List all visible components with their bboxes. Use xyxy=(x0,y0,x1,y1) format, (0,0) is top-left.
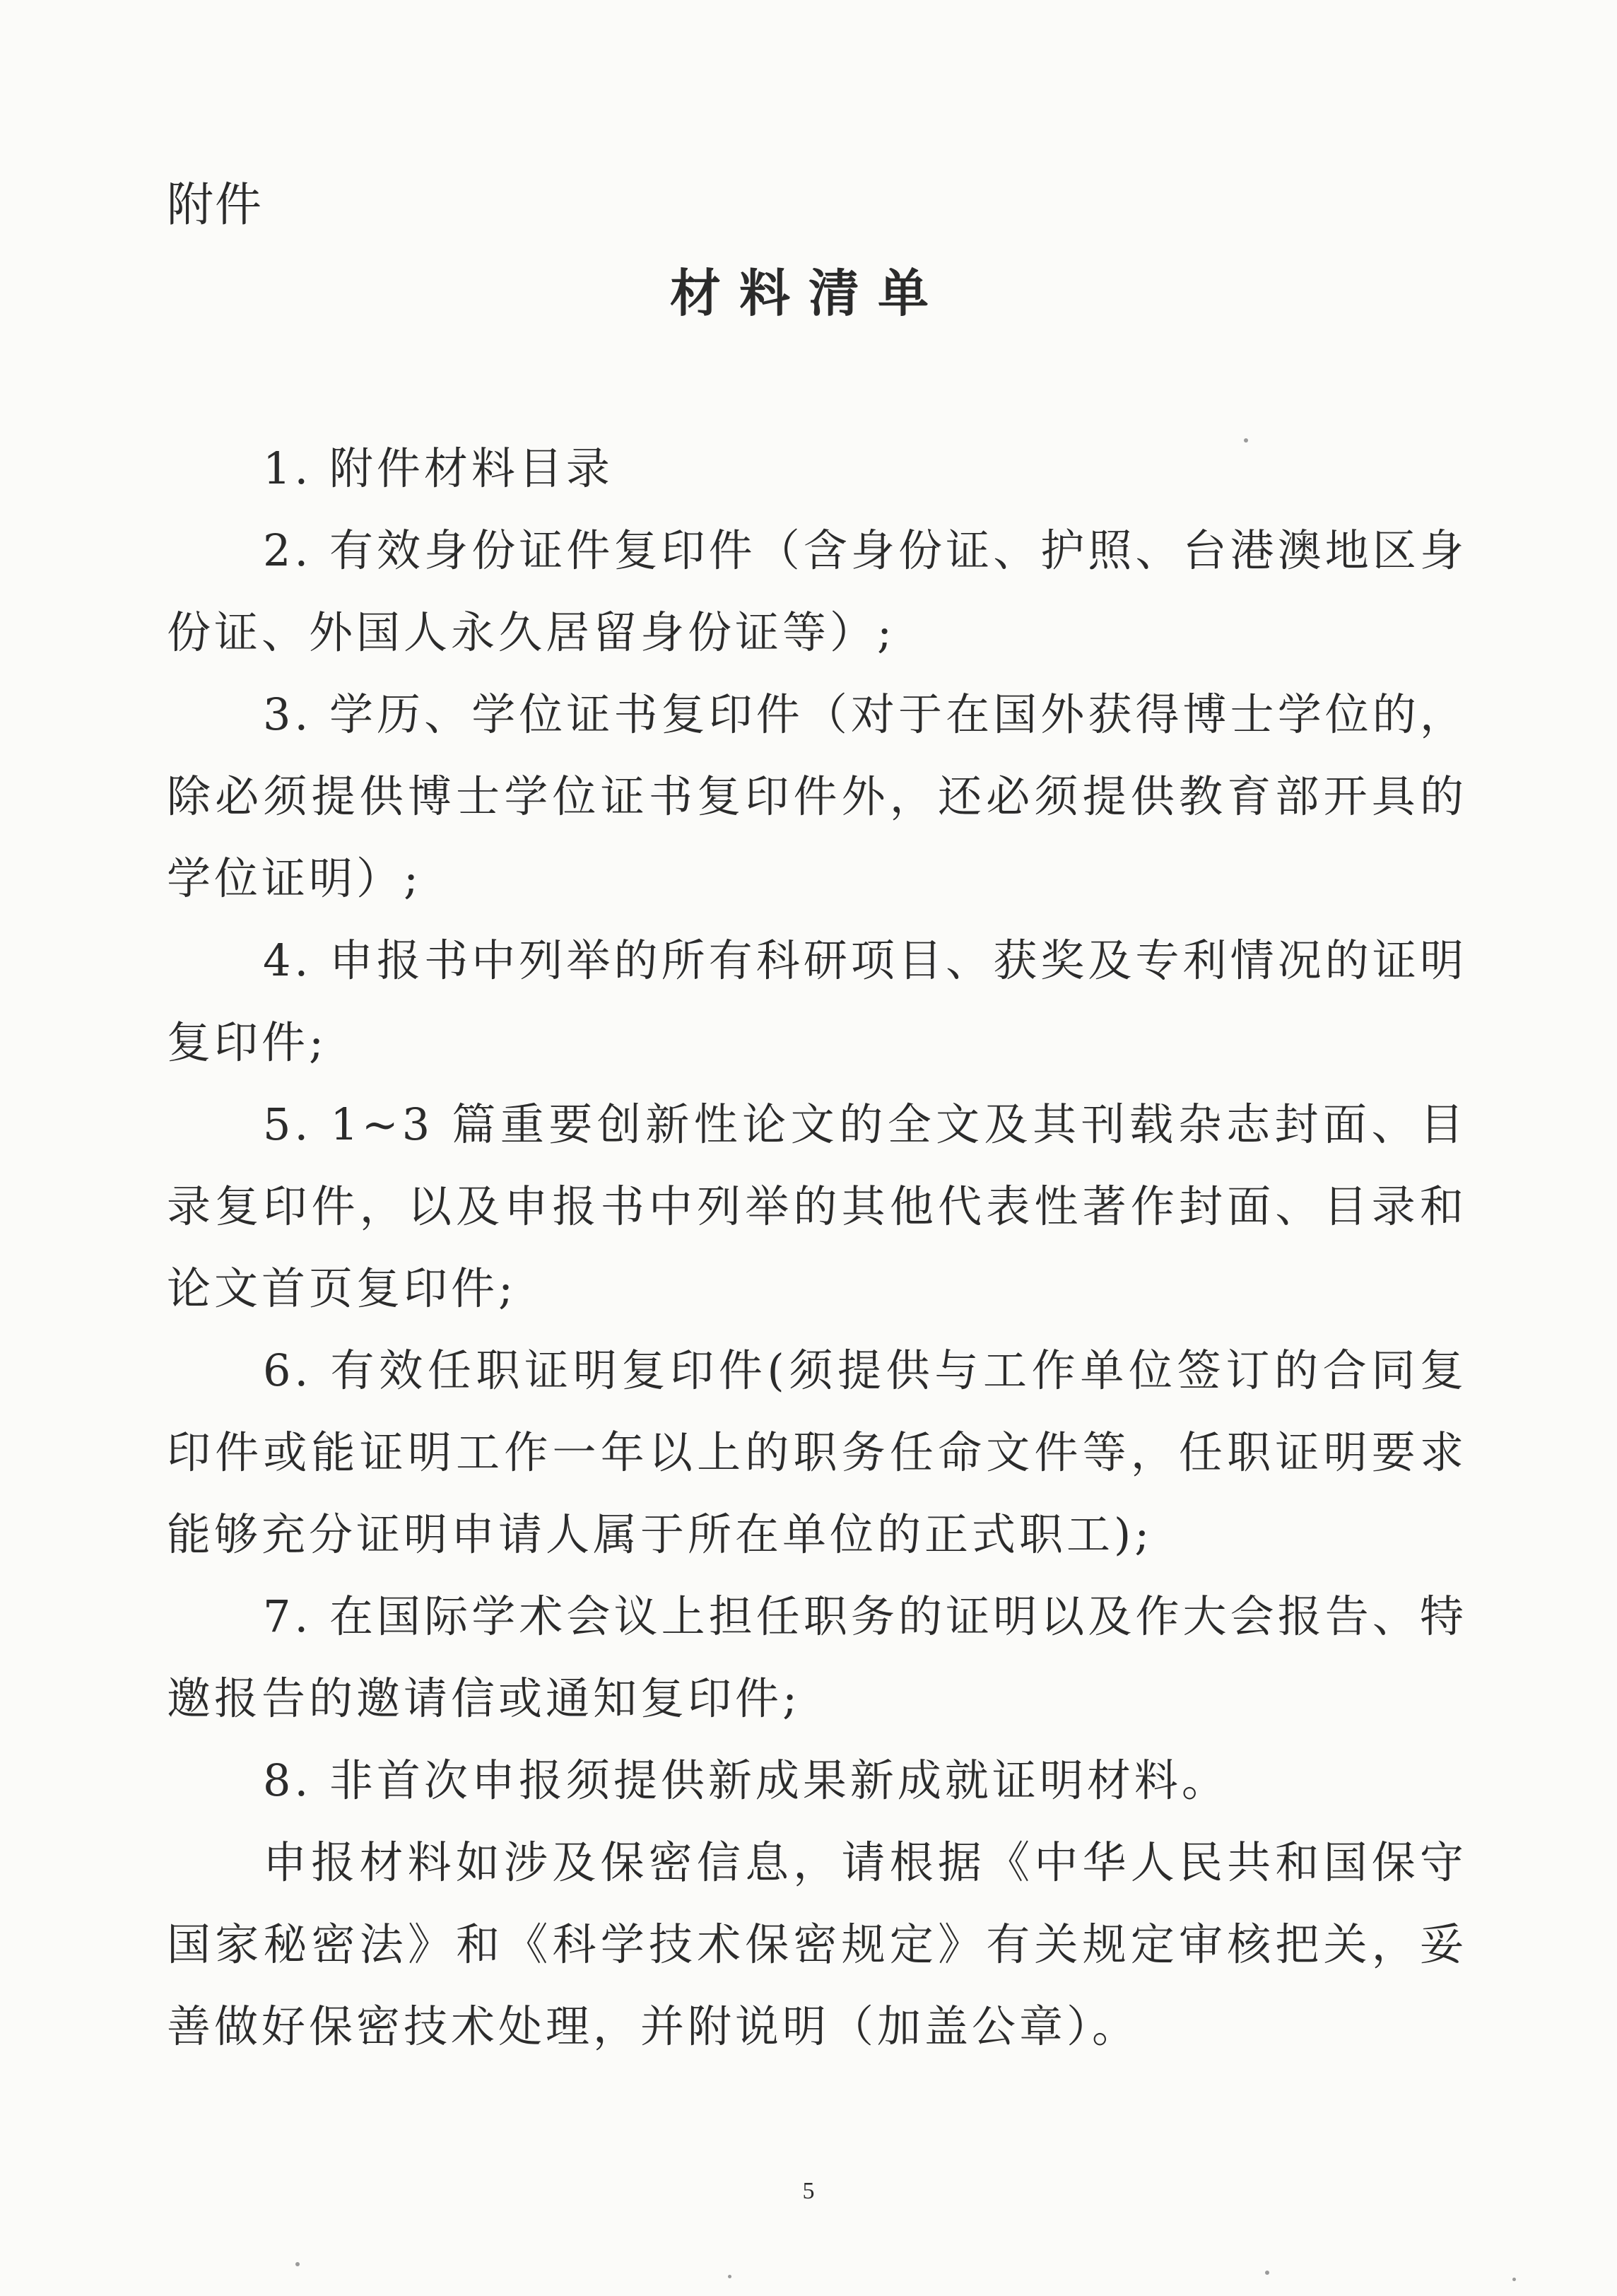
page-number: 5 xyxy=(802,2178,815,2204)
document-title: 材料清单 xyxy=(669,263,947,323)
list-item: 4. 申报书中列举的所有科研项目、获奖及专利情况的证明复印件; xyxy=(167,935,1467,1068)
scan-speck xyxy=(1244,438,1248,443)
scan-speck xyxy=(295,2262,300,2266)
document-body xyxy=(167,428,1467,2068)
scan-speck xyxy=(1512,2278,1516,2281)
list-item: 3. 学历、学位证书复印件（对于在国外获得博士学位的，除必须提供博士学位证书复印件外，还必须提供教育部开具的学位证明）; xyxy=(167,689,1467,904)
list-item: 6. 有效任职证明复印件(须提供与工作单位签订的合同复印件或能证明工作一年以上的职务任命文件等，任职证明要求能够充分证明申请人属于所在单位的正式职工); xyxy=(167,1345,1467,1560)
scan-speck xyxy=(728,2275,731,2278)
list-item: 7. 在国际学术会议上担任职务的证明以及作大会报告、特邀报告的邀请信或通知复印件; xyxy=(167,1591,1467,1724)
list-item: 2. 有效身份证件复印件（含身份证、护照、台港澳地区身份证、外国人永久居留身份证等）; xyxy=(167,525,1467,658)
list-item: 8. 非首次申报须提供新成果新成就证明材料。 xyxy=(263,1755,1229,1806)
note-paragraph: 申报材料如涉及保密信息，请根据《中华人民共和国保守国家秘密法》和《科学技术保密规定》有关规定审核把关，妥善做好保密技术处理，并附说明（加盖公章）。 xyxy=(167,1837,1467,2052)
list-item: 1. 附件材料目录 xyxy=(263,443,613,494)
scan-speck xyxy=(1265,2271,1269,2275)
list-item: 5. 1~3 篇重要创新性论文的全文及其刊载杂志封面、目录复印件，以及申报书中列举的其他代表性著作封面、目录和论文首页复印件; xyxy=(167,1099,1467,1314)
attachment-label: 附件 xyxy=(167,177,263,232)
